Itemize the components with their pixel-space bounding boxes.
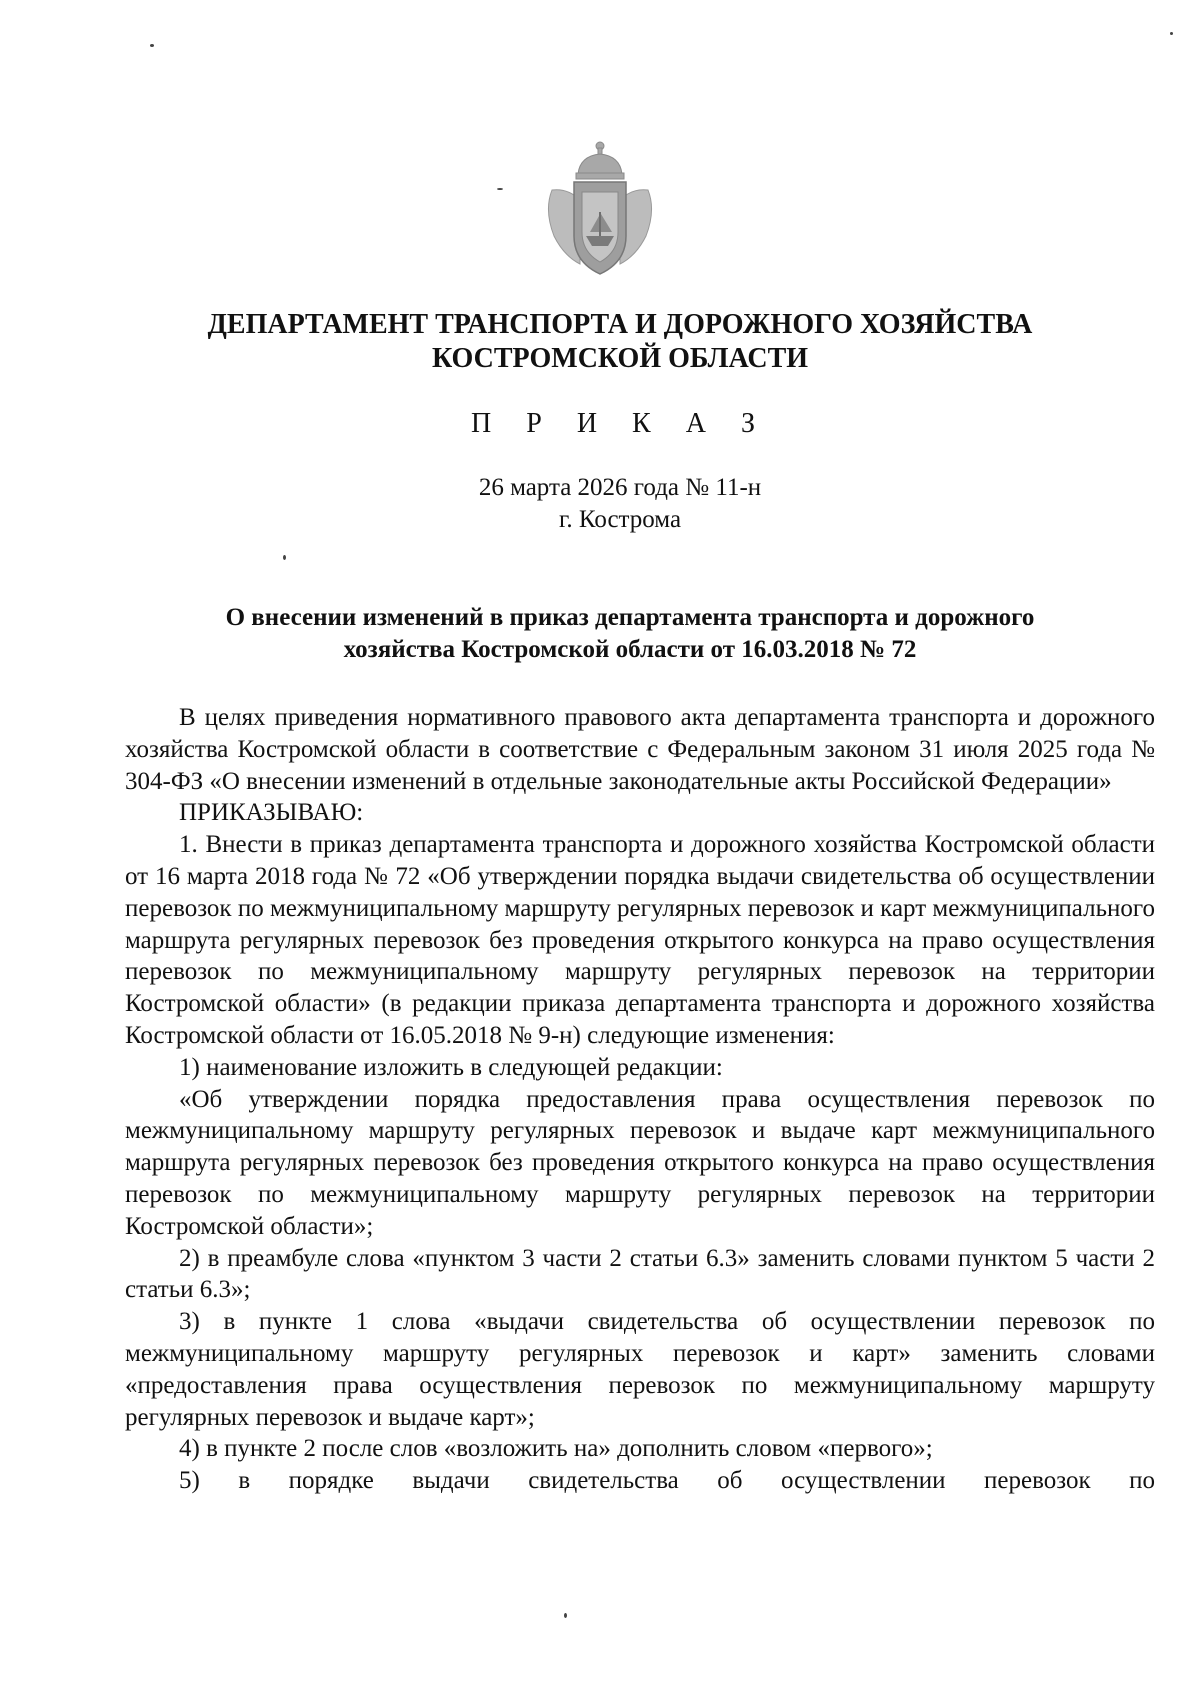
subitem-2-paragraph: 2) в преамбуле слова «пунктом 3 части 2 статьи 6.3» заменить словами пунктом 5 части 2 статьи 6.3»; <box>125 1244 1155 1304</box>
coat-of-arms-icon <box>540 140 660 280</box>
document-subject <box>125 602 1135 666</box>
date-number-block <box>0 472 1200 536</box>
department-name <box>0 308 1200 376</box>
scan-speck <box>150 44 154 47</box>
subitem-1-paragraph: 1) наименование изложить в следующей редакции: <box>179 1053 723 1081</box>
department-name-line2: КОСТРОМСКОЙ ОБЛАСТИ <box>431 343 809 374</box>
preamble-paragraph: В целях приведения нормативного правового акта департамента транспорта и дорожного хозяйства Костромской области в соответствие с Федеральным законом 31 июля 2025 года № 304-ФЗ «О внесении изменений в отдельные законодательные акты Российской Федерации» <box>125 704 1155 795</box>
document-body <box>125 702 1155 1497</box>
scan-speck <box>497 188 503 190</box>
scan-speck <box>1170 32 1173 35</box>
subitem-5-paragraph: 5) в порядке выдачи свидетельства об осуществлении перевозок по <box>179 1467 1155 1495</box>
item-1-paragraph: 1. Внести в приказ департамента транспорта и дорожного хозяйства Костромской области от 16 марта 2018 года № 72 «Об утверждении порядка выдачи свидетельства об осуществлении перевозок по межмуниципальному маршруту регулярных перевозок и карт межмуниципального маршрута регулярных перевозок без проведения открытого конкурса на право осуществления перевозок по межмуниципальному маршруту регулярных перевозок на территории Костромской области» (в редакции приказа департамента транспорта и дорожного хозяйства Костромской области от 16.05.2018 № 9-н) следующие изменения: <box>125 831 1155 1049</box>
city: г. Кострома <box>558 506 682 533</box>
scan-speck <box>564 1613 567 1618</box>
document-type: П Р И К А З <box>471 408 769 439</box>
date-number: 26 марта 2026 года № 11-н <box>478 474 762 501</box>
subitem-4-paragraph: 4) в пункте 2 после слов «возложить на» дополнить словом «первого»; <box>179 1435 933 1463</box>
order-word: ПРИКАЗЫВАЮ: <box>179 799 364 827</box>
subitem-3-paragraph: 3) в пункте 1 слова «выдачи свидетельства об осуществлении перевозок по межмуниципальному маршруту регулярных перевозок и карт» заменить словами «предоставления права осуществления перевозок по межмуниципальному маршруту регулярных перевозок и выдаче карт»; <box>125 1308 1155 1431</box>
subject-line2: хозяйства Костромской области от 16.03.2018 № 72 <box>343 636 917 663</box>
scan-speck <box>283 555 286 560</box>
subitem-1-text-paragraph: «Об утверждении порядка предоставления права осуществления перевозок по межмуниципальному маршруту регулярных перевозок и выдаче карт межмуниципального маршрута регулярных перевозок без проведения открытого конкурса на право осуществления перевозок по межмуниципальному маршруту регулярных перевозок на территории Костромской области»; <box>125 1085 1155 1240</box>
department-name-line1: ДЕПАРТАМЕНТ ТРАНСПОРТА И ДОРОЖНОГО ХОЗЯЙСТВА <box>207 309 1033 340</box>
subject-line1: О внесении изменений в приказ департамента транспорта и дорожного <box>225 604 1035 631</box>
